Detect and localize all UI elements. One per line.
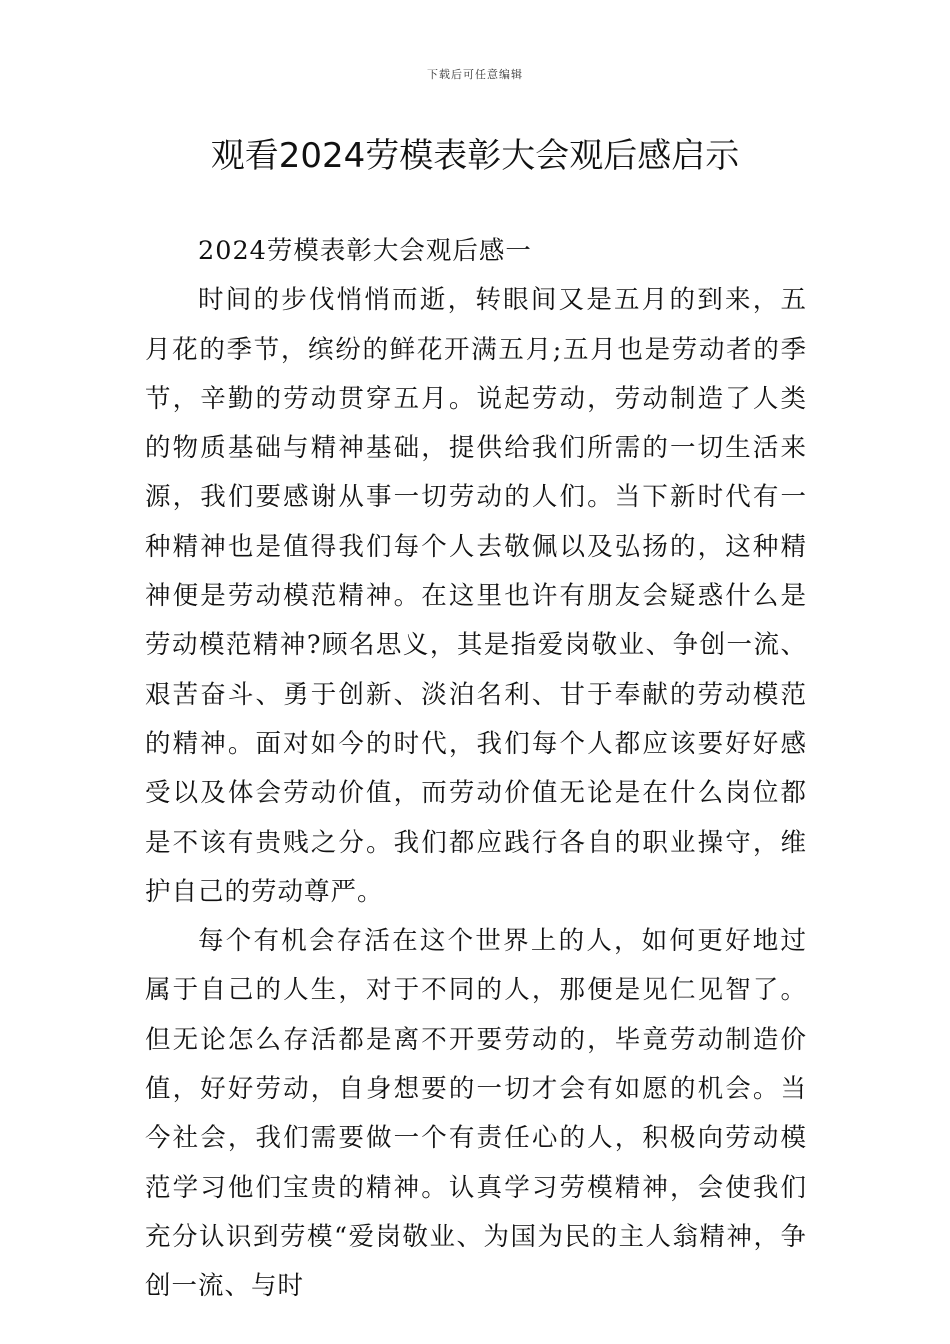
- section-subheading: 2024劳模表彰大会观后感一: [198, 236, 532, 266]
- document-title: 观看2024劳模表彰大会观后感启示: [210, 136, 740, 176]
- header-note: 下载后可任意编辑: [427, 68, 523, 81]
- paragraph-1: 时间的步伐悄悄而逝，转眼间又是五月的到来，五月花的季节，缤纷的鲜花开满五月;五月也是劳动者的季节，辛勤的劳动贯穿五月。说起劳动，劳动制造了人类的物质基础与精神基础，提供给我们所需的一切生活来源，我们要感谢从事一切劳动的人们。当下新时代有一种精神也是值得我们每个人去敬佩以及弘扬的，这种精神便是劳动模范精神。在这里也许有朋友会疑惑什么是劳动模范精神?顾名思义，其是指爱岗敬业、争创一流、艰苦奋斗、勇于创新、淡泊名利、甘于奉献的劳动模范的精神。面对如今的时代，我们每个人都应该要好好感受以及体会劳动价值，而劳动价值无论是在什么岗位都是不该有贵贱之分。我们都应践行各自的职业操守，维护自己的劳动尊严。: [145, 285, 807, 907]
- document-body: [145, 227, 807, 1312]
- paragraph-2: 每个有机会存活在这个世界上的人，如何更好地过属于自己的人生，对于不同的人，那便是见仁见智了。但无论怎么存活都是离不开要劳动的，毕竟劳动制造价值，好好劳动，自身想要的一切才会有如愿的机会。当今社会，我们需要做一个有责任心的人，积极向劳动模范学习他们宝贵的精神。认真学习劳模精神，会使我们充分认识到劳模“爱岗敬业、为国为民的主人翁精神，争创一流、与时: [145, 926, 807, 1302]
